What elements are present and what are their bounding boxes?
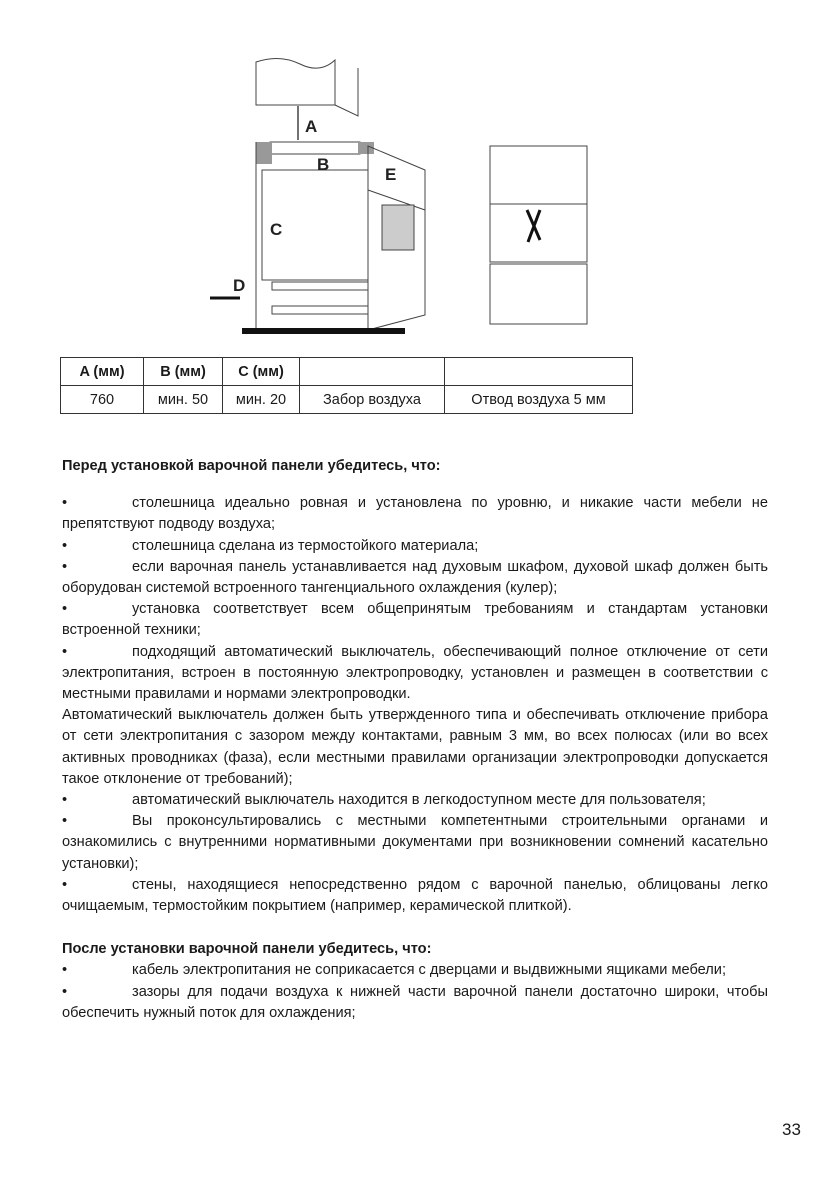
list-item-text: подходящий автоматический выключатель, обеспечивающий полное отключение от сети электропитания, встроен в постоянную электропроводку, установлен и размещен в соответствии с местными правилами и нормами электропроводки. — [62, 643, 768, 703]
drawer-2 — [272, 306, 368, 314]
bullet: • — [62, 876, 68, 893]
bullet: • — [62, 643, 68, 660]
table-header-row — [61, 358, 633, 386]
header-d — [300, 358, 445, 386]
bullet: • — [62, 558, 68, 575]
label-e: E — [385, 165, 397, 184]
header-e — [445, 358, 633, 386]
list-item — [62, 982, 768, 1024]
bullet: • — [62, 601, 68, 618]
header-b: B (мм) — [144, 358, 223, 386]
wall-cabinet — [256, 58, 335, 105]
header-c: C (мм) — [223, 358, 300, 386]
cross-icon — [527, 210, 540, 242]
body-text — [62, 456, 768, 1024]
detail-correct-1 — [490, 146, 587, 204]
list-item — [62, 493, 768, 535]
label-d: D — [233, 276, 246, 295]
page-number: 33 — [782, 1120, 801, 1139]
header-a: A (мм) — [61, 358, 144, 386]
detail-correct-2 — [490, 264, 587, 324]
list-item — [62, 875, 768, 917]
floor — [242, 328, 405, 334]
list-item-text: установка соответствует всем общепринятым требованиям и стандартам установки встроенной техники; — [62, 601, 768, 639]
bullet: • — [62, 962, 68, 979]
hob — [270, 142, 360, 154]
cell-a: 760 — [61, 386, 144, 414]
bullet: • — [62, 813, 68, 830]
bullet: • — [62, 983, 68, 1000]
list-item-text: столешница идеально ровная и установлена по уровню, и никакие части мебели не препятствуют подводу воздуха; — [62, 495, 768, 533]
list-item — [62, 642, 768, 706]
list-item-text: Вы проконсультировались с местными компетентными строительными органами и ознакомились с внутренними нормативными документами при возникновении сомнений касательно установки); — [62, 813, 768, 872]
cell-c: мин. 20 — [223, 386, 300, 414]
list-item — [62, 557, 768, 599]
list-item-text: зазоры для подачи воздуха к нижней части варочной панели достаточно широки, чтобы обеспечить нужный поток для охлаждения; — [62, 983, 768, 1021]
cell-d: Забор воздуха — [300, 386, 445, 414]
cell-b: мин. 50 — [144, 386, 223, 414]
cell-e: Отвод воздуха 5 мм — [445, 386, 633, 414]
breaker-paragraph: Автоматический выключатель должен быть утвержденного типа и обеспечивать отключение прибора от сети электропитания с зазором между контактами, равным 3 мм, во всех полюсах (или во всех активных проводниках (фаза), если местными правилами организации электропроводки допускается такое отклонение от требований); — [62, 707, 768, 787]
list-item — [62, 790, 768, 811]
bullet: • — [62, 495, 68, 512]
list-item-text: автоматический выключатель находится в легкодоступном месте для пользователя; — [132, 792, 706, 809]
label-b: B — [317, 155, 330, 174]
clearance-table — [60, 357, 633, 414]
list-item — [62, 960, 768, 981]
list-item-text: столешница сделана из термостойкого материала; — [132, 537, 479, 554]
list-item — [62, 536, 768, 557]
cabinet-door — [335, 68, 358, 116]
table-row — [61, 386, 633, 414]
list-item — [62, 599, 768, 641]
bullet: • — [62, 537, 68, 554]
label-a: A — [305, 117, 318, 136]
section-heading-after: После установки варочной панели убедитесь, что: — [62, 941, 432, 958]
list-item — [62, 811, 768, 875]
section-heading-before: Перед установкой варочной панели убедитесь, что: — [62, 458, 441, 474]
worktop-left — [256, 142, 272, 164]
list-item-text: стены, находящиеся непосредственно рядом с варочной панелью, облицованы легко очищаемым, термостойким покрытием (например, керамической плиткой). — [62, 876, 768, 915]
drawer-1 — [272, 282, 368, 290]
oven-window — [382, 205, 414, 250]
label-c: C — [270, 220, 283, 239]
bullet: • — [62, 792, 68, 809]
installation-diagram — [200, 50, 620, 350]
list-item-text: кабель электропитания не соприкасается с дверцами и выдвижными ящиками мебели; — [132, 962, 727, 979]
list-item-text: если варочная панель устанавливается над духовым шкафом, духовой шкаф должен быть оборудован системой встроенного тангенциального охлаждения (кулер); — [62, 558, 768, 597]
